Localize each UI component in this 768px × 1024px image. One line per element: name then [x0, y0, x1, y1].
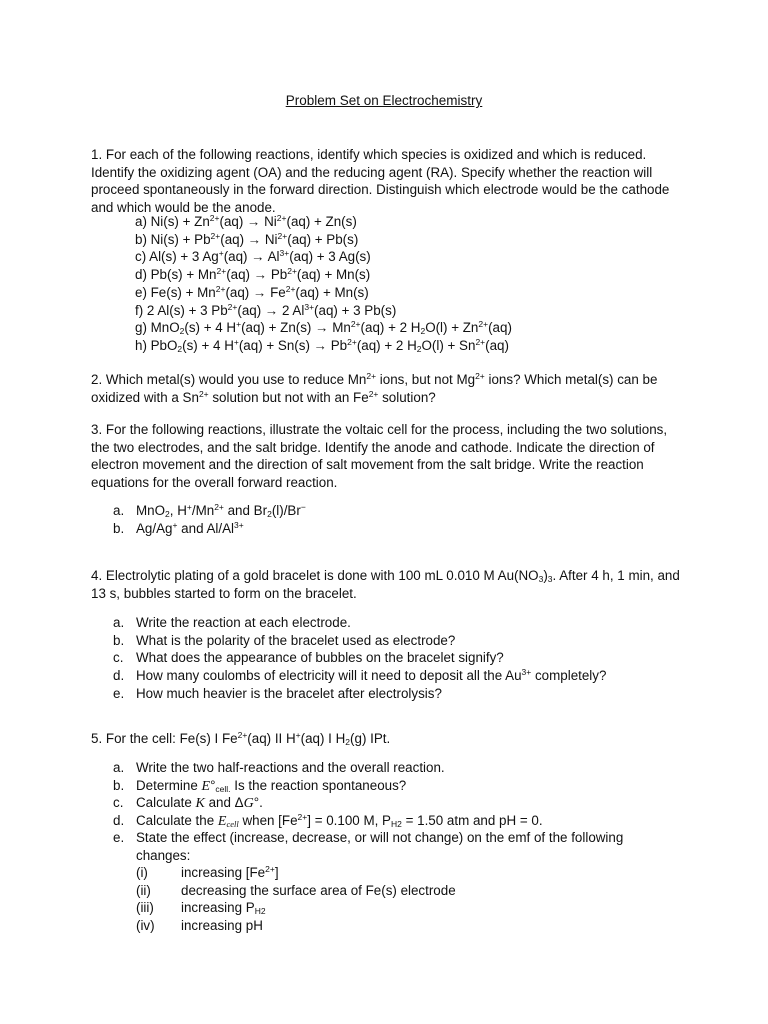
- item-text: How much heavier is the bracelet after electrolysis?: [136, 686, 442, 701]
- item-text: Calculate K and ΔG°.: [136, 795, 263, 811]
- item-text: Calculate the $E_{cell}$ when $[Fe^{2+}] = 0.100$ M, $P_{H2} = 1.50$ atm and pH = 0.: [136, 812, 543, 829]
- reaction-b: b) $Ni(s) + Pb^{2+}(aq) \to Ni^{2+}(aq) + Pb(s)$: [135, 231, 359, 247]
- reaction-f: f) 2 Al(s) + 3 $Pb^{2+}(aq) \to 2$ $Al^{3+}(aq) + 3$ Pb(s): [135, 302, 397, 318]
- question-2-text: 2. Which metal(s) would you use to reduce $Mn^{2+}$ ions, but not $Mg^{2+}$ ions? Which metal(s) can be oxidized with a $Sn^{2+}$ solution but not with an $Fe^{2+}$ solution?: [91, 371, 658, 405]
- subitem-label: (iv): [136, 918, 155, 933]
- subitem-label: (ii): [136, 883, 151, 898]
- subitem-label: (iii): [136, 900, 154, 915]
- reaction-c: c) Al(s) + 3 $Ag^+(aq) \to Al^{3+}(aq) + 3$ Ag(s): [135, 248, 371, 264]
- reaction-g: g) MnO$_2$(s) + 4 $H^+(aq) + Zn(s) \to Mn^{2+}(aq) + 2$ $H_2O(l) + Zn^{2+}(aq)$: [135, 319, 512, 336]
- question-3-text: 3. For the following reactions, illustrate the voltaic cell for the process, including the two solutions, the two electrodes, and the salt bridge. Identify the anode and cathode. Indicate the direction of electron movement and the direction of salt movement from the salt bridge. Write the reaction equations for the overall forward reaction.: [91, 422, 668, 490]
- question-4-text: 4. Electrolytic plating of a gold bracelet is done with 100 mL 0.010 M $Au(NO_3)_3$. After 4 h, 1 min, and 13 s, bubbles started to form on the bracelet.: [91, 568, 680, 601]
- page-title: Problem Set on Electrochemistry: [285, 93, 483, 108]
- subitem-text: increasing $[Fe^{2+}]$: [181, 864, 279, 880]
- item-label: a.: [113, 503, 125, 518]
- item-label: c.: [113, 650, 124, 665]
- reaction-a: a) $Ni(s) + Zn^{2+}(aq) \to Ni^{2+}(aq) + Zn(s)$: [135, 213, 357, 229]
- item-label: a.: [113, 615, 125, 630]
- item-text: What is the polarity of the bracelet used as electrode?: [136, 633, 456, 648]
- item-text: How many coulombs of electricity will it need to deposit all the $Au^{3+}$ completely?: [136, 667, 607, 683]
- item-label: d.: [113, 813, 125, 828]
- reaction-d: d) $Pb(s) + Mn^{2+}(aq) \to Pb^{2+}(aq) + Mn(s)$: [135, 266, 371, 282]
- item-text: Write the two half-reactions and the overall reaction.: [136, 760, 445, 775]
- subitem-text: increasing pH: [181, 918, 263, 933]
- item-label: e.: [113, 830, 125, 845]
- subitem-text: decreasing the surface area of Fe(s) electrode: [181, 883, 456, 898]
- item-label: b.: [113, 521, 125, 536]
- item-text: Ag/Ag+ and $Al/Al^{3+}$: [136, 520, 244, 536]
- item-text: MnO$_2$, $H^+/Mn^{2+}$ and $Br_2(l)/Br^-$: [136, 502, 306, 519]
- item-label: d.: [113, 668, 125, 683]
- item-label: b.: [113, 633, 125, 648]
- reaction-e: e) $Fe(s) + Mn^{2+}(aq) \to Fe^{2+}(aq) + Mn(s)$: [135, 284, 369, 300]
- item-label: a.: [113, 760, 125, 775]
- item-label: e.: [113, 686, 125, 701]
- item-text: Write the reaction at each electrode.: [136, 615, 351, 630]
- reaction-h: h) PbO$_2$(s) + 4 $H^+(aq) + Sn(s) \to Pb^{2+}(aq) + 2$ $H_2O(l) + Sn^{2+}(aq)$: [135, 337, 509, 354]
- question-1-text: 1. For each of the following reactions, identify which species is oxidized and which is reduced. Identify the oxidizing agent (OA) and the reducing agent (RA). Specify whether the reaction will proceed spontaneously in the forward direction. Distinguish which electrode would be the cathode and which would be the anode.: [91, 147, 670, 215]
- subitem-label: (i): [136, 865, 148, 880]
- item-text: What does the appearance of bubbles on the bracelet signify?: [136, 650, 504, 665]
- item-text: State the effect (increase, decrease, or will not change) on the emf of the following changes:: [136, 830, 624, 863]
- question-5-text: 5. For the cell: Fe(s) I $Fe^{2+}(aq)$ II H+(aq) I $H_2(g)$ IPt.: [91, 730, 391, 747]
- item-label: b.: [113, 778, 125, 793]
- item-text: Determine $E^\circ_{cell.}$ Is the reaction spontaneous?: [136, 778, 407, 794]
- item-label: c.: [113, 795, 124, 810]
- subitem-text: increasing $P_{H2}$: [181, 900, 266, 916]
